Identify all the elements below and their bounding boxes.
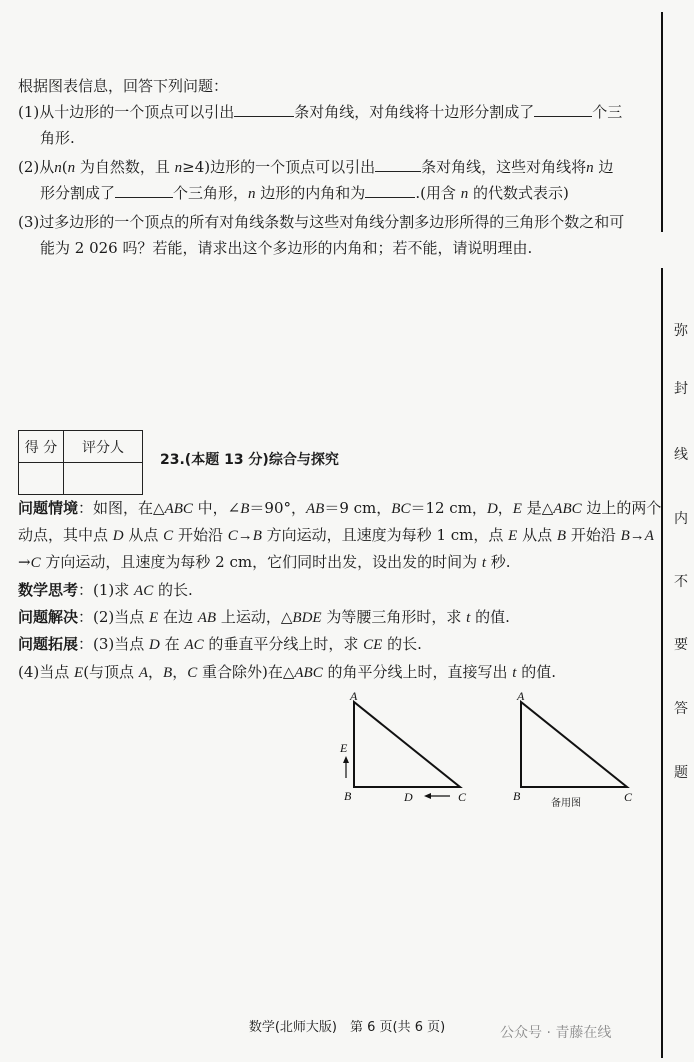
q22-part3: (3)过多边形的一个顶点的所有对角线条数与这些对角线分割多边形所得的三角形个数之和可 — [18, 213, 625, 231]
q22-part3-cont: 能为 2 026 吗？若能，请求出这个多边形的内角和；若不能，请说明理由. — [40, 239, 533, 257]
answer-blank[interactable] — [375, 157, 421, 172]
seal-char: 封 — [674, 381, 688, 397]
seal-char: 内 — [674, 511, 688, 527]
score-table — [18, 430, 143, 495]
q23-part4: (4)当点 E(与顶点 A，B，C 重合除外)在△ABC 的角平分线上时，直接写出 t 的值. — [18, 663, 556, 681]
q23-title: 23.(本题 13 分)综合与探究 — [160, 452, 339, 468]
answer-blank[interactable] — [234, 102, 294, 117]
answer-blank[interactable] — [365, 183, 415, 198]
spare-triangle-figure — [505, 690, 645, 815]
point-label-e: E — [340, 741, 348, 755]
q23-part1: 数学思考：(1)求 AC 的长. — [18, 581, 193, 599]
q23-part3: 问题拓展：(3)当点 D 在 AC 的垂直平分线上时，求 CE 的长. — [18, 635, 422, 653]
seal-char: 答 — [674, 701, 688, 717]
q22-part2: (2)从n(n 为自然数，且 n≥4)边形的一个顶点可以引出 条对角线，这些对角线将n 边 — [18, 158, 614, 176]
page-footer: 数学(北师大版) 第 6 页(共 6 页) — [248, 1020, 446, 1035]
q23-scenario-line1: 问题情境：如图，在△ABC 中，∠B＝90°，AB＝9 cm，BC＝12 cm，D，E 是△ABC 边上的两个 — [18, 499, 662, 517]
triangle-abc — [354, 702, 460, 787]
vertex-label-c: C — [458, 790, 467, 804]
score-cell[interactable] — [19, 463, 64, 495]
seal-line-bottom — [661, 268, 663, 1058]
vertex-label-b: B — [344, 789, 352, 803]
q22-part2-cont: 形分割成了 个三角形，n 边形的内角和为 .(用含 n 的代数式表示) — [40, 184, 569, 202]
watermark: 公众号 · 青藤在线 — [500, 1025, 612, 1041]
answer-blank[interactable] — [534, 102, 592, 117]
figure-caption: 备用图 — [551, 798, 581, 809]
score-header: 得 分 — [19, 431, 64, 463]
vertex-label-a: A — [517, 690, 525, 703]
q22-intro: 根据图表信息，回答下列问题： — [18, 77, 229, 95]
q23-part2: 问题解决：(2)当点 E 在边 AB 上运动，△BDE 为等腰三角形时，求 t 的值. — [18, 608, 510, 626]
grader-cell[interactable] — [64, 463, 143, 495]
seal-char: 弥 — [674, 323, 688, 339]
seal-char: 不 — [674, 574, 688, 590]
arrow-d-head — [424, 793, 431, 799]
seal-char: 线 — [674, 447, 688, 463]
vertex-label-a: A — [350, 690, 358, 703]
seal-char: 要 — [674, 637, 688, 653]
seal-char: 题 — [674, 765, 688, 781]
answer-blank[interactable] — [115, 183, 173, 198]
vertex-label-c: C — [624, 790, 633, 804]
point-label-d: D — [404, 790, 413, 804]
triangle-figure — [330, 690, 480, 810]
seal-line-top — [661, 12, 663, 232]
q23-scenario-line2: 动点，其中点 D 从点 C 开始沿 C→B 方向运动，且速度为每秒 1 cm，点 E 从点 B 开始沿 B→A — [18, 526, 654, 544]
arrow-e-head — [343, 756, 349, 763]
q22-part1-cont: 角形. — [40, 129, 75, 147]
q23-scenario-line3: →C 方向运动，且速度为每秒 2 cm，它们同时出发，设出发的时间为 t 秒. — [18, 553, 511, 571]
q22-part1: (1)从十边形的一个顶点可以引出 条对角线，对角线将十边形分割成了 个三 — [18, 103, 623, 121]
triangle-abc-spare — [521, 702, 627, 787]
grader-header: 评分人 — [64, 431, 143, 463]
vertex-label-b: B — [513, 789, 521, 803]
